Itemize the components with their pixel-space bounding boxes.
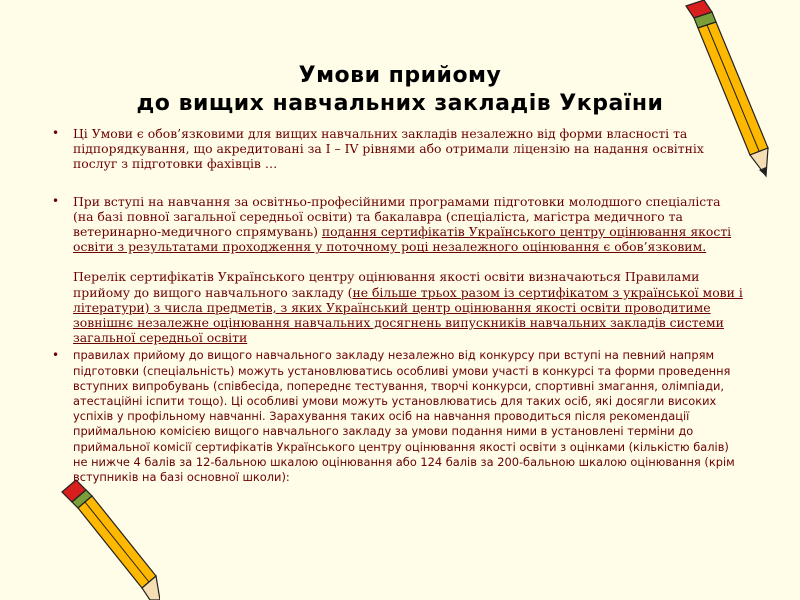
bullet-icon: • (52, 348, 60, 363)
paragraph-text: Ці Умови є обов’язковими для вищих навчальних закладів незалежно від форми власності та підпорядкування, що акредитовані за I – IV рівнями або отримали ліцензію на надання освітніх послуг з підготовки фахівців … (73, 126, 704, 172)
slide-title (100, 62, 700, 118)
underlined-text: подання сертифікатів Українського центру оцінювання якості освіти з результатами проходження у поточному році незалежного оцінювання є обов’язковим. (73, 224, 732, 255)
bullet-icon: • (52, 193, 60, 208)
bullet-icon: • (52, 126, 60, 140)
paragraph-admission (52, 194, 744, 255)
paragraph-text: Перелік сертифікатів Українського центру оцінювання якості освіти визначаються Правилами прийому до вищого навчального закладу ( (73, 269, 700, 300)
pencil-icon (60, 478, 160, 600)
paragraph-conditions (52, 126, 744, 172)
paragraph-special-conditions (52, 348, 744, 485)
title-line-1: Умови прийому (298, 63, 502, 88)
paragraph-text: При вступі на навчання за освітньо-професійними програмами підготовки молодшого спеціаліста (на базі повної загальної середньої освіти) та бакалавра (спеціаліста, магістра медичного та ветеринарно-медичного спрямувань) (73, 193, 721, 240)
paragraph-text: правилах прийому до вищого навчального закладу незалежно від конкурсу при вступі на певний напрям підготовки (спеціальність) можуть установлюватись особливі умови участі в конкурсі та форми проведення вступних випробувань (співбесіда, попереднє тестування, творчі конкурси, спортивні змагання, олімпіади, атестаційні іспити тощо). Ці особливі умови можуть установлюватись для таких осіб, які досягли високих успіхів у профільному навчанні. Зарахування таких осіб на навчання проводиться після рекомендації приймальною комісією вищого навчального закладу за умови подання ними в установлені терміни до приймальної комісії сертифікатів Українського центру оцінювання якості освіти з оцінками (кількістю балів) не нижче 4 балів за 12-бальною шкалою оцінювання або 124 балів за 200-бальною шкалою оцінювання (крім вступників на базі основної школи): (73, 348, 735, 485)
slide-body (52, 126, 744, 485)
underlined-text: не більше трьох разом із сертифікатом з української мови і літератури) з числа предметів, з яких Український центр оцінювання якості освіти проводитиме зовнішнє незалежне оцінювання навчальних досягнень випускників навчальних закладів системи загальної середньої освіти (73, 284, 743, 346)
title-line-2: до вищих навчальних закладів України (136, 91, 664, 116)
paragraph-certificates (52, 269, 744, 345)
